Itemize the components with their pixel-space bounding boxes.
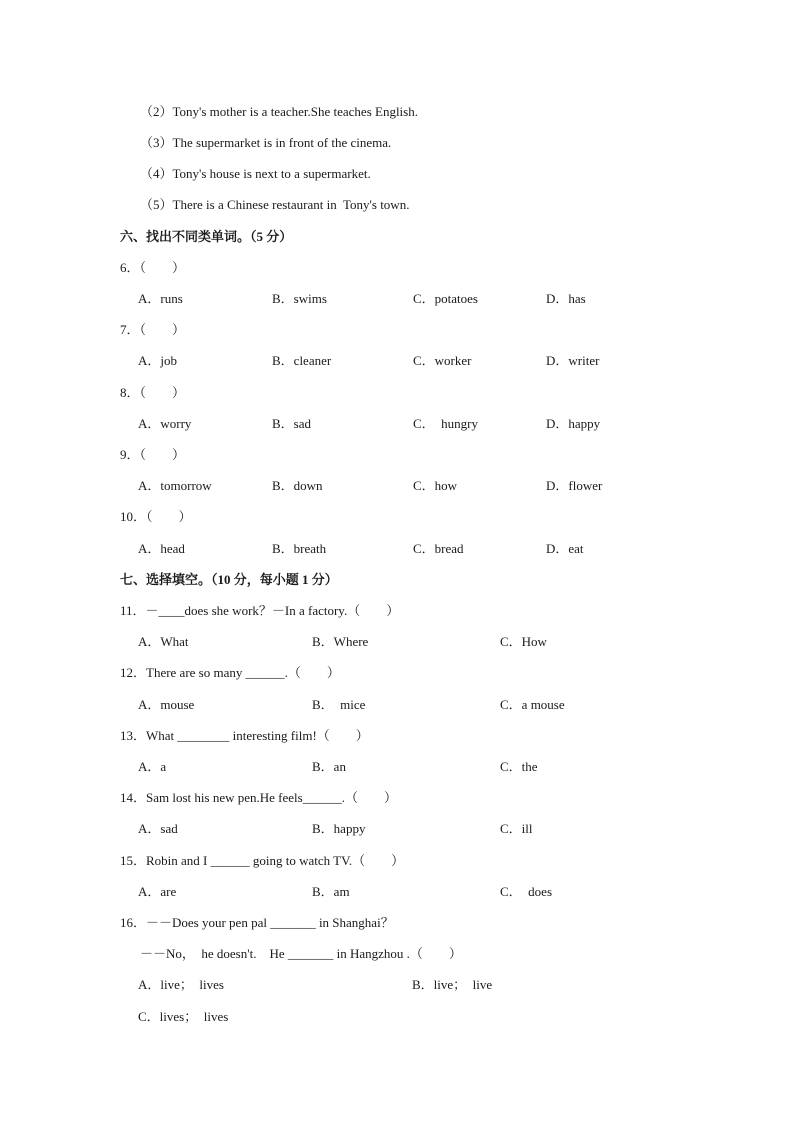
option-c: C．potatoes [413,291,478,306]
option-d: D．happy [546,416,601,431]
option-c: C．a mouse [500,697,565,712]
option-c: C．lives； lives [138,1009,229,1024]
option-d: D．flower [546,478,603,493]
statement-3: （3）The supermarket is in front of the cinema. [140,135,392,150]
option-a: A．head [138,541,185,556]
question-stem: 13．What ________ interesting film!（ ） [120,728,369,743]
option-d: D．has [546,291,586,306]
option-c: C．bread [413,541,464,556]
option-c: C． does [500,884,553,899]
option-c: C．ill [500,821,533,836]
option-b: B．swims [272,291,327,306]
option-a: A．are [138,884,177,899]
option-b: B．sad [272,416,312,431]
option-b: B．am [312,884,350,899]
question-stem: 9．（ ） [120,447,186,462]
option-a: A．sad [138,821,178,836]
question-stem: 12．There are so many ______.（ ） [120,665,340,680]
question-stem: 10．（ ） [120,509,192,524]
question-stem: 14．Sam lost his new pen.He feels______.（ ） [120,790,397,805]
option-b: B．down [272,478,323,493]
statement-4: （4）Tony's house is next to a supermarket. [140,166,371,181]
question-stem: 15．Robin and I ______ going to watch TV.（ ） [120,853,405,868]
option-a: A．live； lives [138,977,224,992]
question-stem: 6．（ ） [120,260,186,275]
section-title: 六、找出不同类单词。（5 分） [120,229,293,244]
question-stem-line2: －－No， he doesn't. He _______ in Hangzhou .（ ） [140,946,462,961]
option-c: C．how [413,478,458,493]
option-c: C．worker [413,353,472,368]
question-stem: 11．－____does she work？－In a factory.（ ） [120,603,400,618]
option-d: D．writer [546,353,600,368]
option-b: B．live； live [412,977,493,992]
option-c: C． hungry [413,416,479,431]
option-b: B．cleaner [272,353,332,368]
statement-2: （2）Tony's mother is a teacher.She teaches English. [140,104,418,119]
option-b: B．happy [312,821,366,836]
option-a: A．worry [138,416,192,431]
option-a: A．What [138,634,189,649]
option-a: A．job [138,353,178,368]
option-b: B．an [312,759,346,774]
option-b: B．breath [272,541,327,556]
option-d: D．eat [546,541,584,556]
option-a: A．mouse [138,697,195,712]
option-a: A．runs [138,291,183,306]
option-c: C．How [500,634,547,649]
option-a: A．tomorrow [138,478,212,493]
question-stem: 8．（ ） [120,385,186,400]
option-b: B． mice [312,697,366,712]
option-c: C．the [500,759,538,774]
section-title: 七、选择填空。（10 分，每小题 1 分） [120,572,338,587]
option-b: B．Where [312,634,369,649]
statement-5: （5）There is a Chinese restaurant in Tony's town. [140,197,410,212]
question-stem: 7．（ ） [120,322,186,337]
option-a: A．a [138,759,167,774]
question-stem: 16．－－Does your pen pal _______ in Shanghai？ [120,915,394,930]
